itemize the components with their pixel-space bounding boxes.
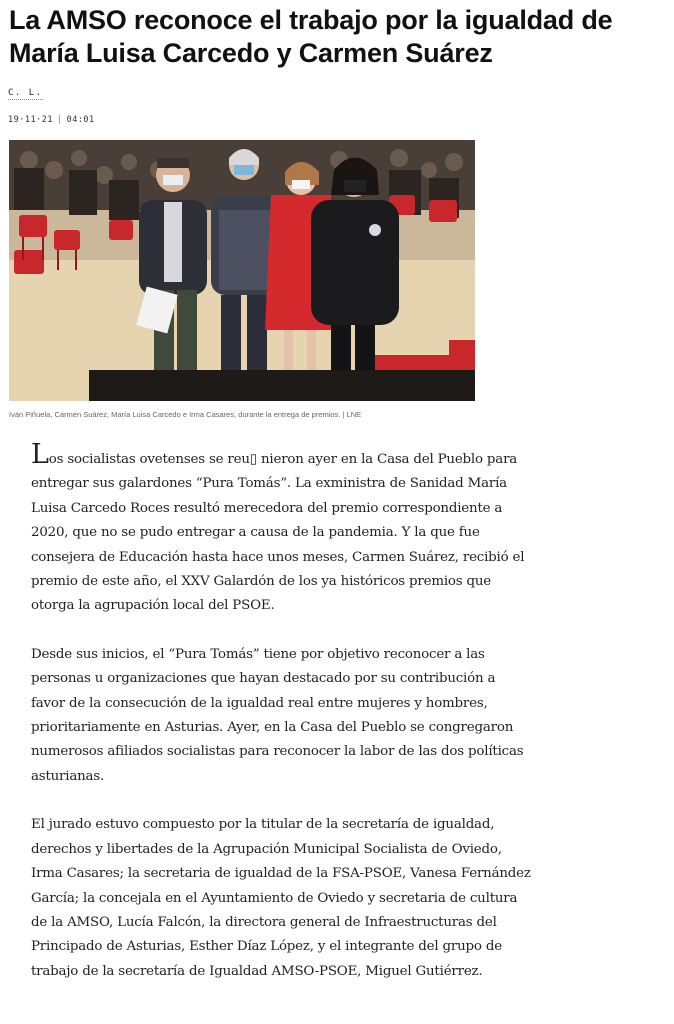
photo-caption: Iván Piñuela, Carmen Suárez, María Luisa Carcedo e Irma Casares, durante la entrega de premios. | LNE [9,410,362,419]
paragraph-1-text: os socialistas ovetenses se reu▯ nieron ayer en la Casa del Pueblo para entregar sus galardones “Pura Tomás”. La exministra de Sanidad María Luisa Carcedo Roces resultó merecedora del premio correspondiente a 2020, que no se pudo entregar a causa de la pandemia. Y la que fue consejera de Educación hasta hace unos meses, Carmen Suárez, recibió el premio de este año, el XXV Galardón de los ya históricos premios que otorga la agrupación local del PSOE. [31,452,525,614]
meta-separator: | [56,115,63,125]
article-meta [8,115,95,125]
photo-illustration [9,140,475,401]
dropcap: L [31,439,49,470]
author-byline[interactable]: C. L. [8,88,43,98]
paragraph-1 [31,439,531,619]
paragraph-3: El jurado estuvo compuesto por la titular de la secretaría de igualdad, derechos y libertades de la Agrupación Municipal Socialista de Oviedo, Irma Casares; la secretaria de igualdad de la FSA-PSOE, Vanesa Fernández García; la concejala en el Ayuntamiento de Oviedo y secretaria de cultura de la AMSO, Lucía Falcón, la directora general de Infraestructuras del Principado de Asturias, Esther Díaz López, y el integrante del grupo de trabajo de la secretaría de Igualdad AMSO-PSOE, Miguel Gutiérrez. [31,817,531,979]
article-time: 04:01 [66,115,95,125]
article-photo [9,140,475,401]
article-headline: La AMSO reconoce el trabajo por la igualdad de María Luisa Carcedo y Carmen Suárez [9,5,613,68]
article-date: 19·11·21 [8,115,53,125]
article-body [31,439,531,1008]
paragraph-2: Desde sus inicios, el “Pura Tomás” tiene por objetivo reconocer a las personas u organizaciones que hayan destacado por su contribución a favor de la consecución de la igualdad real entre mujeres y hombres, prioritariamente en Asturias. Ayer, en la Casa del Pueblo se congregaron numerosos afiliados socialistas para reconocer la labor de las dos políticas asturianas. [31,646,524,784]
